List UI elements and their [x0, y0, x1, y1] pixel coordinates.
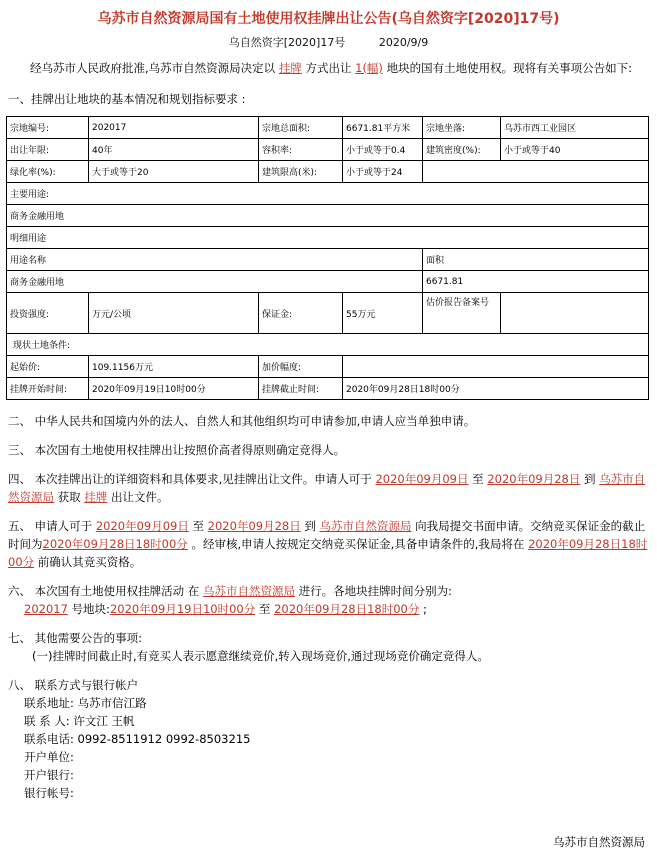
table-cell: 用途名称: [7, 249, 423, 271]
table-cell: 40年: [89, 139, 259, 161]
table-cell: 宗地编号:: [7, 117, 89, 139]
table-cell: 商务金融用地: [7, 205, 649, 227]
table-cell: 挂牌开始时间:: [7, 378, 89, 400]
section-3: 三、 本次国有土地使用权挂牌出让按照价高者得原则确定竞得人。: [8, 443, 346, 457]
table-cell: 估价报告备案号: [423, 293, 501, 334]
table-cell: 202017: [89, 117, 259, 139]
signature: 乌苏市自然资源局: [553, 835, 645, 849]
table-row: [7, 227, 649, 249]
table-cell: 现状土地条件:: [7, 334, 649, 356]
table-cell: 挂牌截止时间:: [259, 378, 343, 400]
section-7-item-1: (一)挂牌时间截止时,有竞买人表示愿意继续竞价,转入现场竞价,通过现场竞价确定竞得人。: [32, 649, 489, 663]
parcel-table: [6, 116, 649, 400]
table-cell: [501, 293, 649, 334]
table-cell: 绿化率(%):: [7, 161, 89, 183]
table-cell: 保证金:: [259, 293, 343, 334]
table-cell: 109.1156万元: [89, 356, 259, 378]
table-cell: 容积率:: [259, 139, 343, 161]
table-cell: [343, 356, 649, 378]
table-row: [7, 161, 649, 183]
table-cell: 起始价:: [7, 356, 89, 378]
table-row: [7, 378, 649, 400]
table-cell: 小于或等于0.4: [343, 139, 423, 161]
table-cell: 万元/公顷: [89, 293, 259, 334]
table-cell: 55万元: [343, 293, 423, 334]
table-cell: 出让年限:: [7, 139, 89, 161]
table-row: [7, 205, 649, 227]
table-cell: 面积: [423, 249, 649, 271]
account-bank: 开户银行:: [24, 768, 74, 782]
table-cell: 6671.81: [423, 271, 649, 293]
org-link: 乌苏市自然资源局: [8, 472, 646, 504]
account-unit: 开户单位:: [24, 750, 74, 764]
table-cell: 建筑限高(米):: [259, 161, 343, 183]
page-title: 乌苏市自然资源局国有土地使用权挂牌出让公告(乌自然资字[2020]17号): [97, 11, 560, 27]
section-1-heading: 一、挂牌出让地块的基本情况和规划指标要求 :: [8, 92, 246, 106]
doc-number: 乌自然资字[2020]17号: [228, 36, 346, 49]
table-row: [7, 139, 649, 161]
org-link: 乌苏市自然资源局: [202, 584, 295, 598]
table-cell: 2020年09月19日10时00分: [89, 378, 259, 400]
table-row: [7, 271, 649, 293]
table-cell: 小于或等于24: [343, 161, 423, 183]
section-7: 七、 其他需要公告的事项:: [8, 631, 143, 645]
table-cell: 6671.81平方米: [343, 117, 423, 139]
contact-phone: 联系电话: 0992-8511912 0992-8503215: [24, 732, 251, 746]
table-cell: 投资强度:: [7, 293, 89, 334]
doc-meta: [0, 34, 657, 50]
section-6: 六、 本次国有土地使用权挂牌活动 在 乌苏市自然资源局 进行。各地块挂牌时间分别为:: [8, 584, 452, 598]
table-row: [7, 249, 649, 271]
table-cell: 商务金融用地: [7, 271, 423, 293]
table-cell: 明细用途: [7, 227, 649, 249]
table-cell: 小于或等于40: [501, 139, 649, 161]
table-row: [7, 334, 649, 356]
account-number: 银行帐号:: [24, 786, 74, 800]
table-cell: 大于或等于20: [89, 161, 259, 183]
table-row: [7, 293, 649, 334]
section-5: 五、 申请人可于 2020年09月09日 至 2020年09月28日 到 乌苏市自然资源局 向我局提交书面申请。交纳竞买保证金的截止时间为2020年09月28日18时00分 。经审核,申请人按规定交纳竞买保证金,具备申请条件的,我局将在 2020年09月28日18时00分 前确认其竞买资格。: [8, 519, 648, 569]
table-row: [7, 183, 649, 205]
table-cell: 乌苏市西工业园区: [501, 117, 649, 139]
table-row: [7, 117, 649, 139]
section-6-schedule: 202017 号地块:2020年09月19日10时00分 至 2020年09月28日18时00分 ;: [24, 602, 427, 616]
table-cell: 2020年09月28日18时00分: [343, 378, 649, 400]
table-row: [7, 356, 649, 378]
section-2: 二、 中华人民共和国境内外的法人、自然人和其他组织均可申请参加,申请人应当单独申请。: [8, 414, 476, 428]
table-cell: 宗地总面积:: [259, 117, 343, 139]
table-cell: 加价幅度:: [259, 356, 343, 378]
table-cell: [423, 161, 649, 183]
contact-person: 联 系 人: 许文江 王帆: [24, 714, 135, 728]
table-cell: 建筑密度(%):: [423, 139, 501, 161]
table-cell: 主要用途:: [7, 183, 649, 205]
method-link: 挂牌: [278, 61, 302, 75]
org-link: 乌苏市自然资源局: [319, 519, 412, 533]
contact-address: 联系地址: 乌苏市信江路: [24, 696, 147, 710]
section-8: 八、 联系方式与银行帐户: [8, 678, 139, 692]
section-4: 四、 本次挂牌出让的详细资料和具体要求,见挂牌出让文件。申请人可于 2020年09月09日 至 2020年09月28日 到 乌苏市自然资源局 获取 挂牌 出让文件。: [8, 472, 646, 504]
doc-date: 2020/9/9: [378, 36, 429, 49]
table-cell: 宗地坐落:: [423, 117, 501, 139]
count-link: 1(幅): [355, 61, 383, 75]
intro-paragraph: 经乌苏市人民政府批准,乌苏市自然资源局决定以 挂牌 方式出让 1(幅) 地块的国有土地使用权。现将有关事项公告如下:: [30, 61, 632, 75]
